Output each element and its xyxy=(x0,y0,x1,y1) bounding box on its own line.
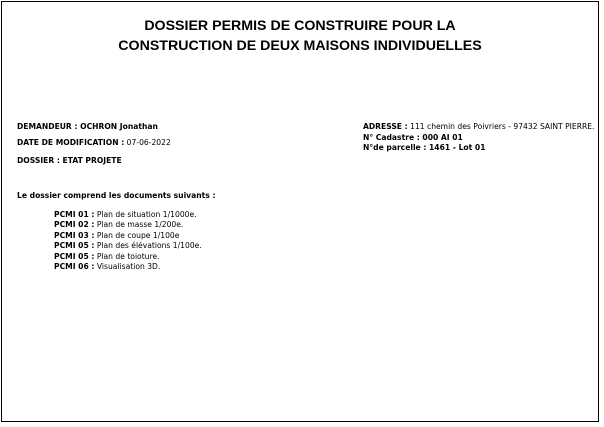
document-item xyxy=(54,220,202,230)
document-label: Visualisation 3D. xyxy=(96,262,161,272)
dossier-field: DOSSIER : ETAT PROJETE xyxy=(17,156,122,165)
document-item xyxy=(54,252,202,262)
document-item xyxy=(54,262,202,272)
document-code: PCMI 05 : xyxy=(54,251,95,261)
title-line-1: DOSSIER PERMIS DE CONSTRUIRE POUR LA xyxy=(144,18,456,34)
document-code: PCMI 05 : xyxy=(54,241,95,251)
document-label: Plan des élévations 1/100e. xyxy=(96,241,202,251)
documents-list xyxy=(54,210,202,272)
modification-date-field xyxy=(17,138,171,148)
adresse-value: 111 chemin des Poivriers - 97432 SAINT PIERRE. xyxy=(410,122,595,131)
document-frame xyxy=(1,1,599,422)
document-code: PCMI 06 : xyxy=(54,262,95,272)
document-label: Plan de toioture. xyxy=(96,251,160,261)
document-label: Plan de masse 1/200e. xyxy=(96,220,184,230)
document-label: Plan de coupe 1/100e xyxy=(96,230,180,240)
parcelle-field: N°de parcelle : 1461 - Lot 01 xyxy=(363,143,486,152)
document-label: Plan de situation 1/1000e. xyxy=(96,210,197,219)
document-title xyxy=(2,16,598,56)
document-code: PCMI 02 : xyxy=(54,220,95,230)
adresse-field xyxy=(363,122,594,132)
title-line-2: CONSTRUCTION DE DEUX MAISONS INDIVIDUELLES xyxy=(118,38,482,54)
documents-intro: Le dossier comprend les documents suivants : xyxy=(17,191,216,200)
modification-date-value: 07-06-2022 xyxy=(126,138,171,147)
modification-date-label: DATE DE MODIFICATION : xyxy=(17,138,125,147)
demandeur-field: DEMANDEUR : OCHRON Jonathan xyxy=(17,122,158,131)
document-code: PCMI 03 : xyxy=(54,230,95,240)
document-item xyxy=(54,241,202,251)
adresse-label: ADRESSE : xyxy=(363,122,408,131)
cadastre-field: N° Cadastre : 000 AI 01 xyxy=(363,132,463,142)
document-item xyxy=(54,210,202,220)
document-item xyxy=(54,231,202,241)
document-code: PCMI 01 : xyxy=(54,210,95,219)
